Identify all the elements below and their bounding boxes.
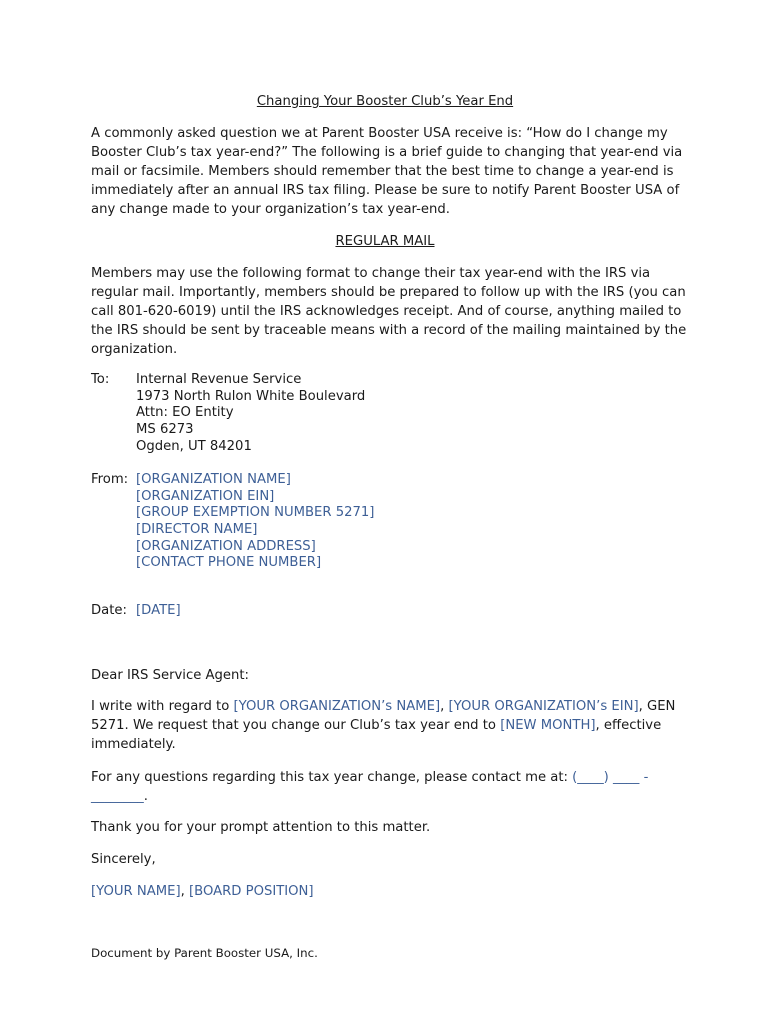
letter-text: .: [143, 789, 148, 804]
phone-placeholder: (____) ____ - ________: [91, 770, 649, 804]
to-address-line: Attn: EO Entity: [136, 405, 234, 421]
letter-paragraph-request: [91, 697, 691, 754]
date-value: [DATE]: [136, 603, 181, 618]
signature-line: [91, 882, 691, 901]
from-director-name: [DIRECTOR NAME]: [136, 522, 258, 538]
letter-text: ,: [440, 699, 449, 714]
section-heading-regular-mail: REGULAR MAIL: [335, 234, 435, 249]
to-address-line: Internal Revenue Service: [136, 372, 302, 387]
from-organization-name: [ORGANIZATION NAME]: [136, 472, 291, 487]
letter-text: For any questions regarding this tax year change, please contact me at:: [91, 770, 573, 785]
org-name-placeholder: [YOUR ORGANIZATION’s NAME]: [233, 699, 441, 714]
board-position-placeholder: [BOARD POSITION]: [189, 884, 314, 899]
letter-text: , effective immediately.: [91, 718, 662, 752]
from-contact-phone: [CONTACT PHONE NUMBER]: [136, 555, 322, 571]
from-organization-ein: [ORGANIZATION EIN]: [136, 488, 275, 504]
to-label: To:: [91, 372, 110, 387]
salutation: Dear IRS Service Agent:: [91, 668, 249, 683]
closing-line: Sincerely,: [91, 852, 156, 867]
from-group-exemption-number: [GROUP EXEMPTION NUMBER 5271]: [136, 505, 375, 521]
letter-text: I write with regard to: [91, 699, 234, 714]
org-ein-placeholder: [YOUR ORGANIZATION’s EIN]: [448, 699, 639, 714]
your-name-placeholder: [YOUR NAME]: [91, 884, 181, 899]
document-title: Changing Your Booster Club’s Year End: [256, 94, 514, 109]
from-organization-address: [ORGANIZATION ADDRESS]: [136, 538, 316, 554]
to-address-line: 1973 North Rulon White Boulevard: [136, 388, 366, 404]
date-label: Date:: [91, 603, 127, 618]
letter-paragraph-contact: [91, 768, 691, 806]
letter-text: , GEN 5271. We request that you change our Club’s tax year end to: [91, 699, 676, 733]
thanks-line: Thank you for your prompt attention to this matter.: [91, 820, 431, 835]
to-address-line: MS 6273: [136, 422, 194, 438]
new-month-placeholder: [NEW MONTH]: [500, 718, 596, 733]
to-address-line: Ogden, UT 84201: [136, 438, 252, 454]
signature-separator: ,: [180, 884, 189, 899]
regular-mail-paragraph: Members may use the following format to change their tax year-end with the IRS via regular mail. Importantly, members should be prepared to follow up with the IRS (you can call 801-620-6019) until the IRS acknowledges receipt. And of course, anything mailed to the IRS should be sent by traceable means with a record of the mailing maintained by the organization.: [91, 266, 687, 357]
intro-paragraph: A commonly asked question we at Parent Booster USA receive is: “How do I change my Booster Club’s tax year-end?” The following is a brief guide to changing that year-end via mail or facsimile. Members should remember that the best time to change a year-end is immediately after an annual IRS tax filing. Please be sure to notify Parent Booster USA of any change made to your organization’s tax year-end.: [91, 126, 683, 217]
document-footer: Document by Parent Booster USA, Inc.: [91, 946, 318, 960]
from-label: From:: [91, 472, 129, 487]
